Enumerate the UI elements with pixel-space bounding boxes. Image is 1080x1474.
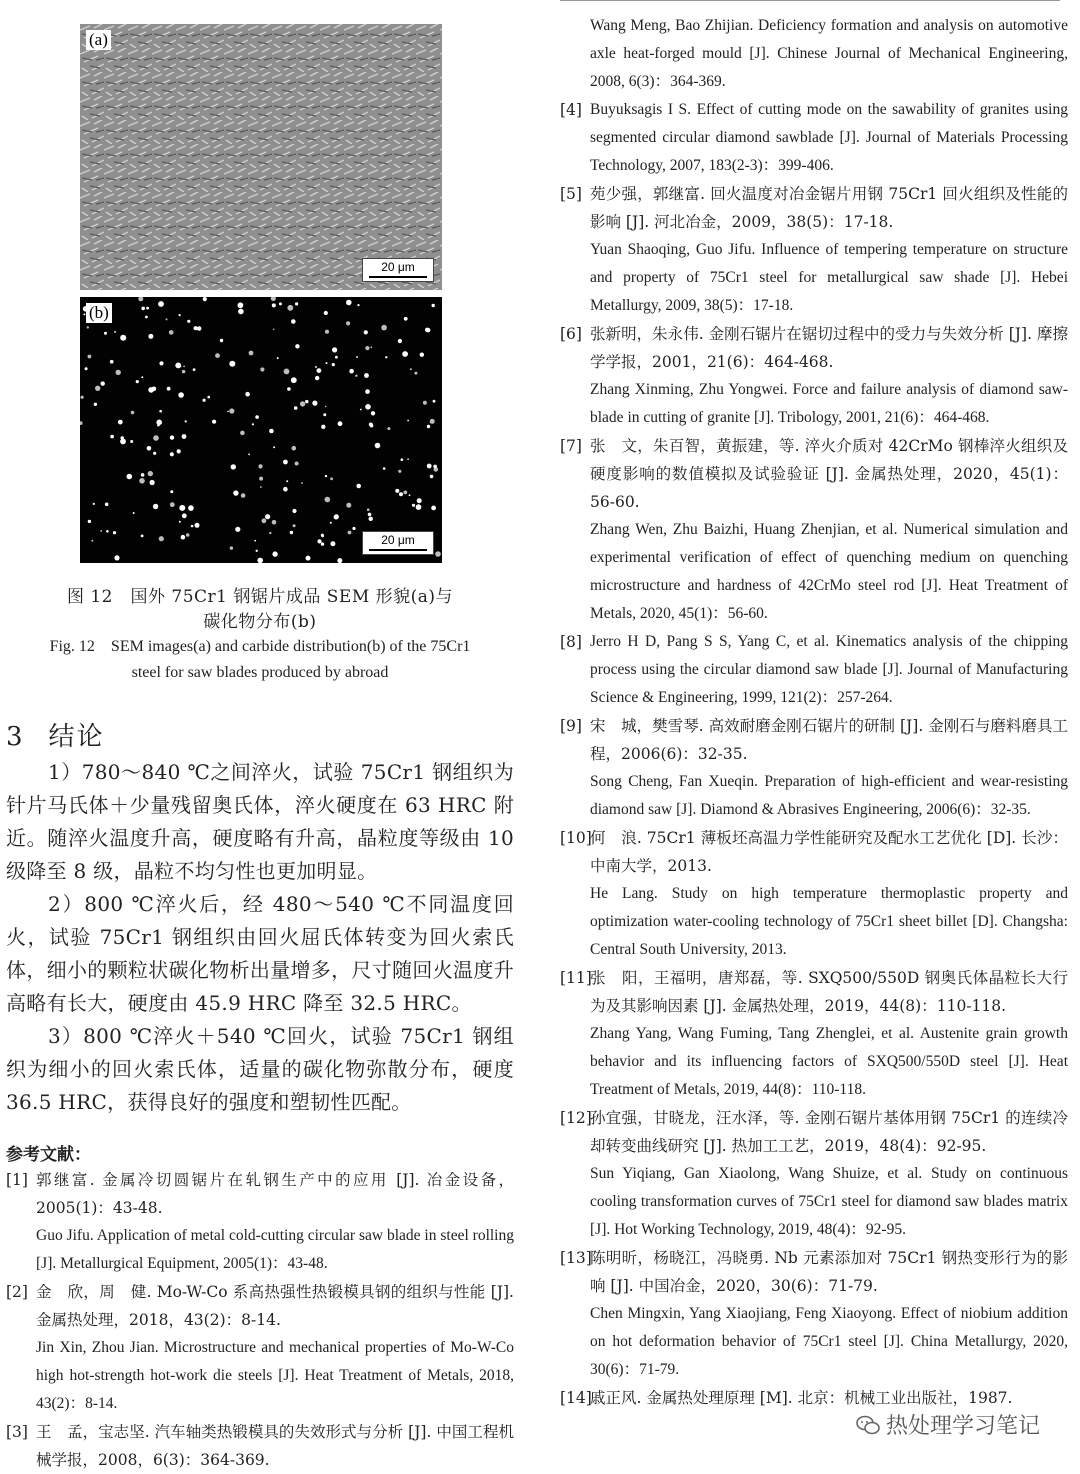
figure-caption-cn [4, 585, 516, 635]
reference-en: Yuan Shaoqing, Guo Jifu. Influence of tempering temperature on structure and property of 75Cr1 steel for metallurgical saw shade [J]. Hebei Metallurgy, 2009, 38(5)：17-18. [590, 241, 1068, 314]
reference-item [6, 1166, 514, 1278]
sem-texture-a [80, 24, 442, 290]
carbide-dots-b [80, 297, 442, 563]
scale-bar-b: 20 μm [362, 531, 434, 555]
conclusion-paragraph-2: 2）800 ℃淬火后，经 480～540 ℃不同温度回火，试验 75Cr1 钢组织由回火屈氏体转变为回火索氏体，细小的颗粒状碳化物析出量增多，尺寸随回火温度升高略有长大，硬度由 45.9 HRC 降至 32.5 HRC。 [6, 892, 514, 1015]
reference-cn: 陈明昕，杨晓江，冯晓勇. Nb 元素添加对 75Cr1 钢热变形行为的影响 [J]. 中国冶金，2020，30(6)：71-79. [590, 1249, 1068, 1295]
reference-en: Zhang Xinming, Zhu Yongwei. Force and failure analysis of diamond saw-blade in cutting of granite [J]. Tribology, 2001, 21(6)：464-468. [590, 381, 1068, 426]
reference-number: [12] [560, 1109, 592, 1127]
reference-item [560, 1104, 1068, 1244]
reference-en: Zhang Yang, Wang Fuming, Tang Zhenglei, et al. Austenite grain growth behavior and its influencing factors of SXQ500/550D steel [J]. Heat Treatment of Metals, 2019, 44(8)：110-118. [590, 1025, 1068, 1098]
section-heading [6, 716, 129, 753]
reference-en: Song Cheng, Fan Xueqin. Preparation of high-efficient and wear-resisting diamond saw [J]. Diamond & Abrasives Engineering, 2006(6)：32-35. [590, 773, 1068, 818]
reference-cn: 王 孟，宝志坚. 汽车轴类热锻模具的失效形式与分析 [J]. 中国工程机械学报，2008，6(3)：364-369. [36, 1423, 514, 1469]
reference-number: [10] [560, 829, 592, 847]
panel-label-a: (a) [86, 30, 111, 50]
reference-number: [9] [560, 717, 582, 735]
reference-en: Guo Jifu. Application of metal cold-cutting circular saw blade in steel rolling [J]. Metallurgical Equipment, 2005(1)：43-48. [36, 1227, 514, 1272]
caption-cn-line1: 图 12 国外 75Cr1 钢锯片成品 SEM 形貌(a)与 [66, 587, 454, 607]
reference-number: [5] [560, 185, 582, 203]
reference-item [6, 1278, 514, 1418]
section-title: 结论 [48, 722, 105, 752]
reference-cn: 孙宜强，甘晓龙，汪水泽，等. 金刚石锯片基体用钢 75Cr1 的连续冷却转变曲线研究 [J]. 热加工工艺，2019，48(4)：92-95. [590, 1109, 1068, 1155]
reference-cn: 郭继富. 金属冷切圆锯片在轧钢生产中的应用 [J]. 冶金设备，2005(1)：43-48. [36, 1171, 514, 1217]
reference-number: [14] [560, 1389, 592, 1407]
reference-item [560, 180, 1068, 320]
top-rule [560, 0, 1060, 1]
figure-caption-en [4, 634, 516, 686]
reference-item [560, 96, 1068, 180]
reference-cn: 金 欣，周 健. Mo-W-Co 系高热强性热锻模具钢的组织与性能 [J]. 金属热处理，2018，43(2)：8-14. [36, 1283, 514, 1329]
reference-item [560, 1244, 1068, 1384]
reference-cn: 张 文，朱百智，黄振建，等. 淬火介质对 42CrMo 钢棒淬火组织及硬度影响的数值模拟及试验验证 [J]. 金属热处理，2020，45(1)：56-60. [590, 437, 1068, 511]
reference-number: [8] [560, 633, 582, 651]
reference-item [560, 964, 1068, 1104]
scale-bar-a: 20 μm [362, 258, 434, 282]
conclusion-paragraph-1: 1）780～840 ℃之间淬火，试验 75Cr1 钢组织为针片马氏体＋少量残留奥氏体，淬火硬度在 63 HRC 附近。随淬火温度升高，硬度略有升高，晶粒度等级由 10 级降至 8 级，晶粒不均匀性也更加明显。 [6, 760, 514, 883]
reference-item [560, 628, 1068, 712]
references-left [6, 1166, 514, 1474]
reference-en: Jerro H D, Pang S S, Yang C, et al. Kinematics analysis of the chipping process using the circular diamond saw blade [J]. Journal of Manufacturing Science & Engineering, 1999, 121(2)：257-264. [590, 633, 1068, 706]
reference-item [560, 12, 1068, 96]
wechat-icon [856, 1414, 880, 1436]
reference-number: [4] [560, 101, 582, 119]
sem-image-b [80, 297, 442, 563]
reference-en: Chen Mingxin, Yang Xiaojiang, Feng Xiaoyong. Effect of niobium addition on hot deformation behavior of 75Cr1 steel [J]. China Metallurgy, 2020, 30(6)：71-79. [590, 1305, 1068, 1378]
reference-number [560, 12, 590, 96]
reference-number: [3] [6, 1423, 28, 1441]
reference-item [560, 320, 1068, 432]
reference-item [560, 712, 1068, 824]
conclusion-paragraph-3: 3）800 ℃淬火＋540 ℃回火，试验 75Cr1 钢组织为细小的回火索氏体，适量的碳化物弥散分布，硬度 36.5 HRC，获得良好的强度和塑韧性匹配。 [6, 1024, 514, 1114]
references-right [560, 12, 1068, 1412]
reference-item [6, 1418, 514, 1474]
reference-item [560, 432, 1068, 628]
references-title: 参考文献： [6, 1145, 91, 1165]
sem-image-a [80, 24, 442, 290]
reference-number: [2] [6, 1283, 28, 1301]
caption-en-line2: steel for saw blades produced by abroad [131, 664, 389, 681]
reference-cn: 戚正风. 金属热处理原理 [M]. 北京：机械工业出版社，1987. [590, 1389, 1013, 1407]
reference-cn: 何 浪. 75Cr1 薄板坯高温力学性能研究及配水工艺优化 [D]. 长沙：中南大学，2013. [590, 829, 1068, 875]
watermark-text: 热处理学习笔记 [885, 1414, 1040, 1439]
reference-cn: 宋 城，樊雪琴. 高效耐磨金刚石锯片的研制 [J]. 金刚石与磨料磨具工程，2006(6)：32-35. [590, 717, 1068, 763]
reference-en: Wang Meng, Bao Zhijian. Deficiency formation and analysis on automotive axle heat-forged mould [J]. Chinese Journal of Mechanical Engineering, 2008, 6(3)：364-369. [590, 17, 1068, 90]
reference-cn: 张新明，朱永伟. 金刚石锯片在锯切过程中的受力与失效分析 [J]. 摩擦学学报，2001，21(6)：464-468. [590, 325, 1068, 371]
reference-number: [13] [560, 1249, 592, 1267]
reference-en: Zhang Wen, Zhu Baizhi, Huang Zhenjian, et al. Numerical simulation and experimental verification of effect of quenching medium on quenching microstructure and hardness of 42CrMo steel rod [J]. Heat Treatment of Metals, 2020, 45(1)：56-60. [590, 521, 1068, 622]
conclusion-text [6, 756, 514, 1119]
reference-cn: 苑少强，郭继富. 回火温度对冶金锯片用钢 75Cr1 回火组织及性能的影响 [J]. 河北冶金，2009，38(5)：17-18. [590, 185, 1068, 231]
wechat-watermark [850, 1407, 1046, 1442]
reference-en: Jin Xin, Zhou Jian. Microstructure and mechanical properties of Mo-W-Co high hot-strength hot-work die steels [J]. Heat Treatment of Metals, 2018, 43(2)：8-14. [36, 1339, 514, 1412]
section-number: 3 [6, 722, 25, 752]
reference-number: [6] [560, 325, 582, 343]
reference-number: [7] [560, 437, 582, 455]
reference-number: [11] [560, 969, 592, 987]
reference-item [560, 824, 1068, 964]
reference-cn: 张 阳，王福明，唐郑磊，等. SXQ500/550D 钢奥氏体晶粒长大行为及其影响因素 [J]. 金属热处理，2019，44(8)：110-118. [590, 969, 1068, 1015]
caption-cn-line2: 碳化物分布(b) [203, 612, 317, 632]
panel-label-b: (b) [86, 303, 112, 323]
reference-en: Sun Yiqiang, Gan Xiaolong, Wang Shuize, et al. Study on continuous cooling transformation curves of 75Cr1 steel for diamond saw blades matrix [J]. Hot Working Technology, 2019, 48(4)：92-95. [590, 1165, 1068, 1238]
reference-en: Buyuksagis I S. Effect of cutting mode on the sawability of granites using segmented circular diamond sawblade [J]. Journal of Materials Processing Technology, 2007, 183(2-3)：399-406. [590, 101, 1068, 174]
caption-en-line1: Fig. 12 SEM images(a) and carbide distribution(b) of the 75Cr1 [49, 638, 471, 655]
reference-number: [1] [6, 1171, 28, 1189]
reference-en: He Lang. Study on high temperature thermoplastic property and optimization water-cooling technology of 75Cr1 sheet billet [D]. Changsha: Central South University, 2013. [590, 885, 1068, 958]
